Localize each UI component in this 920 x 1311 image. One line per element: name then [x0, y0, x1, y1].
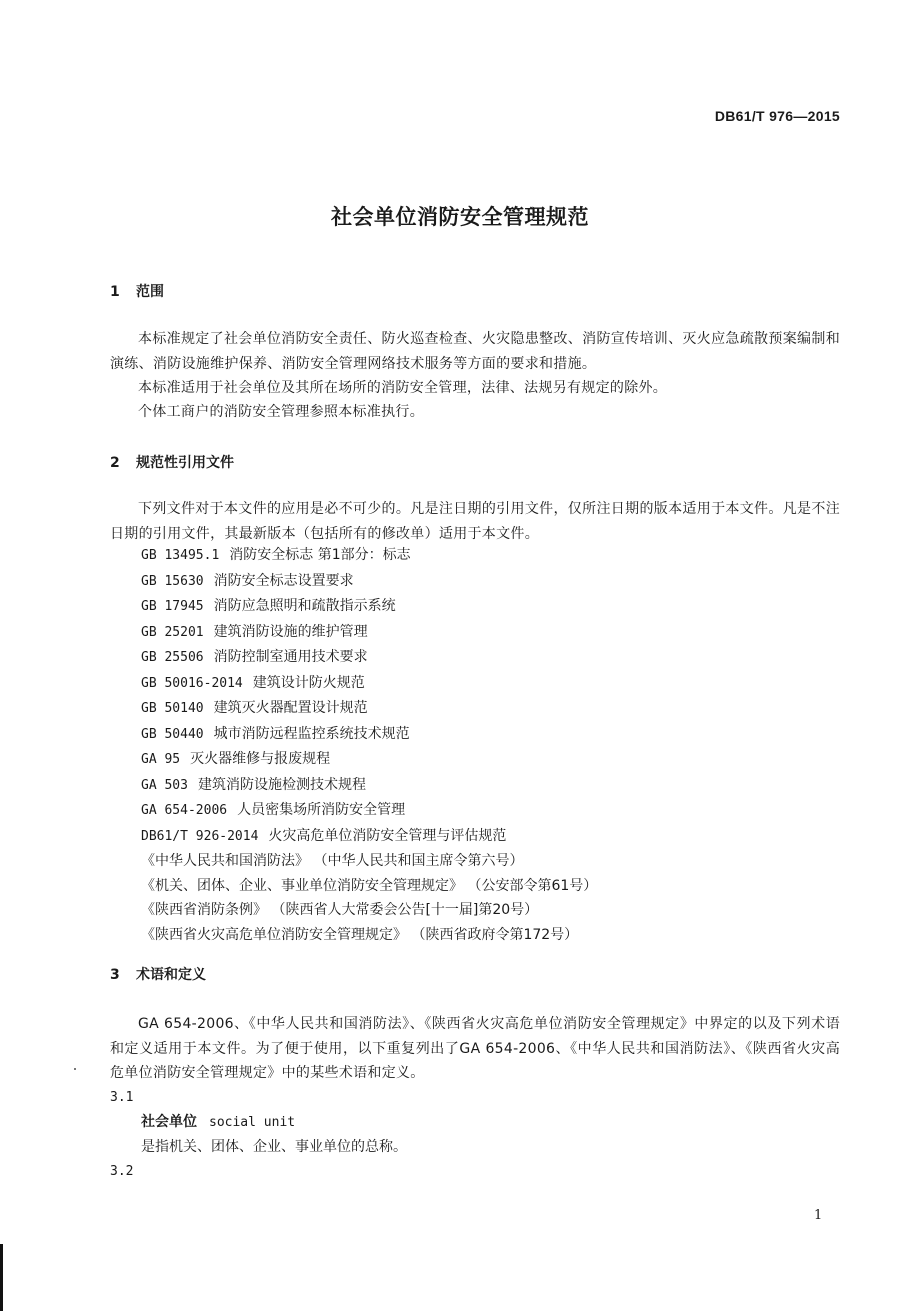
reference-title: 建筑消防设施检测技术规程 — [197, 776, 366, 793]
section-number: 2 — [110, 455, 120, 471]
reference-code: GB 13495.1 — [141, 548, 220, 563]
term-heading — [141, 1110, 295, 1135]
term-chinese: 社会单位 — [141, 1114, 197, 1130]
reference-code: GB 25201 — [141, 624, 204, 640]
reference-item — [141, 645, 597, 671]
law-item: 《机关、团体、企业、事业单位消防安全管理规定》 （公安部令第61号） — [141, 877, 598, 894]
reference-title: 消防应急照明和疏散指示系统 — [213, 598, 396, 614]
reference-code: GA 503 — [141, 777, 188, 793]
reference-item — [141, 594, 597, 620]
section-1-heading — [110, 281, 164, 301]
section-title: 范围 — [136, 284, 164, 300]
reference-title: 城市消防远程监控系统技术规范 — [213, 725, 410, 742]
reference-title: 消防安全标志 第1部分：标志 — [229, 547, 411, 563]
section-3-intro: GA 654-2006、《中华人民共和国消防法》、《陕西省火灾高危单位消防安全管理规定》中界定的以及下列术语和定义适用于本文件。为了便于使用，以下重复列出了GA 654-2006、《中华人民共和国消防法》、《陕西省火灾高危单位消防安全管理规定》中的某些术语和定义。 — [110, 1016, 840, 1081]
reference-item — [141, 747, 597, 773]
term-definition: 是指机关、团体、企业、事业单位的总称。 — [141, 1139, 407, 1155]
reference-title: 消防安全标志设置要求 — [213, 572, 354, 589]
section-2-intro: 下列文件对于本文件的应用是必不可少的。凡是注日期的引用文件，仅所注日期的版本适用于本文件。凡是不注日期的引用文件，其最新版本（包括所有的修改单）适用于本文件。 — [110, 501, 840, 542]
scan-edge-mark — [0, 1244, 3, 1311]
term-number: 3.1 — [110, 1090, 134, 1105]
section-title: 术语和定义 — [136, 967, 206, 983]
reference-item — [141, 543, 597, 569]
reference-item — [141, 722, 597, 748]
reference-item — [141, 620, 597, 646]
section-number: 1 — [110, 284, 120, 300]
section-title: 规范性引用文件 — [136, 455, 234, 471]
reference-title: 建筑灭火器配置设计规范 — [213, 700, 368, 716]
reference-code: GB 50440 — [141, 726, 204, 742]
reference-code: GA 654-2006 — [141, 803, 228, 818]
reference-item — [141, 824, 597, 850]
reference-code: GB 50016-2014 — [141, 675, 243, 691]
law-item: 《陕西省火灾高危单位消防安全管理规定》 （陕西省政府令第172号） — [141, 926, 579, 943]
section-1-paragraph-1: 本标准规定了社会单位消防安全责任、防火巡查检查、火灾隐患整改、消防宣传培训、灭火应急疏散预案编制和演练、消防设施维护保养、消防安全管理网络技术服务等方面的要求和措施。 — [110, 331, 840, 372]
law-item: 《中华人民共和国消防法》 （中华人民共和国主席令第六号） — [141, 853, 524, 869]
term-english: social unit — [209, 1115, 296, 1130]
reference-title: 建筑设计防火规范 — [252, 674, 365, 691]
reference-code: GB 17945 — [141, 599, 204, 614]
reference-item — [141, 798, 597, 824]
reference-title: 人员密集场所消防安全管理 — [237, 802, 406, 818]
reference-code: GA 95 — [141, 752, 181, 767]
reference-code: GB 25506 — [141, 650, 204, 665]
document-title: 社会单位消防安全管理规范 — [331, 205, 589, 229]
reference-item — [141, 671, 597, 697]
page-number: 1 — [814, 1208, 823, 1223]
section-number: 3 — [110, 967, 120, 983]
reference-title: 消防控制室通用技术要求 — [213, 649, 368, 665]
reference-item — [141, 773, 597, 799]
reference-item — [141, 696, 597, 722]
section-2-heading — [110, 452, 234, 472]
reference-code: GB 50140 — [141, 701, 204, 716]
section-1-paragraph-2: 本标准适用于社会单位及其所在场所的消防安全管理，法律、法规另有规定的除外。 — [138, 380, 668, 396]
reference-title: 灭火器维修与报废规程 — [190, 751, 331, 767]
section-1-paragraph-3: 个体工商户的消防安全管理参照本标准执行。 — [138, 404, 424, 420]
term-number: 3.2 — [110, 1164, 134, 1179]
reference-code: DB61/T 926-2014 — [141, 828, 259, 844]
reference-code: GB 15630 — [141, 573, 204, 589]
reference-list — [141, 543, 597, 947]
standard-number: DB61/T 976—2015 — [714, 108, 840, 124]
scan-dot-mark — [74, 1068, 76, 1070]
reference-title: 建筑消防设施的维护管理 — [213, 623, 368, 640]
law-item: 《陕西省消防条例》 （陕西省人大常委会公告[十一届]第20号） — [141, 902, 539, 918]
section-3-heading — [110, 964, 206, 984]
reference-item — [141, 569, 597, 595]
reference-title: 火灾高危单位消防安全管理与评估规范 — [268, 827, 507, 844]
